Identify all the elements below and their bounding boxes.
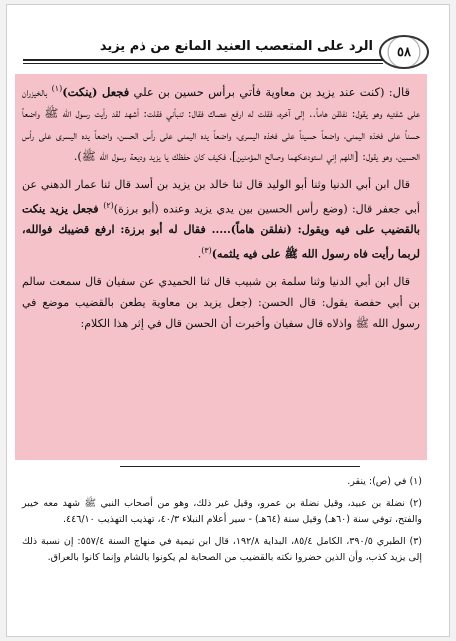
- header-rule-thin: [23, 63, 383, 64]
- paragraph-2-text-a: قال ابن أبي الدنيا وثنا أبو الوليد قال ثنا خالد بن يزيد بن أسد قال ثنا عمار الدهني عن أبي جعفر قال: (وضع رأس الحسين بين يدي يزيد وعنده (أبو برزة): [22, 177, 420, 216]
- footnote-separator: [120, 466, 360, 467]
- page-number: ٥٨: [397, 44, 411, 60]
- main-text: [22, 78, 420, 340]
- paragraph-2: [22, 174, 420, 265]
- footnote-1: (١) في (ص): ينقر.: [347, 476, 422, 487]
- footnote-ref-2: (٢): [103, 200, 114, 210]
- page-header: [23, 35, 435, 65]
- paragraph-1: [22, 78, 420, 168]
- paragraph-3: [22, 271, 420, 334]
- paragraph-2-bold: فجعل يزيد ينكت بالقضيب على فيه ويقول: (نفلقن هاماً)..... فقال له أبو برزة: ارفع قضيبك فوالله، لربما رأيت فاه رسول الله ﷺ على فيه يلثمه): [22, 202, 420, 262]
- footnote-2: (٢) نضلة بن عبيد، وقيل نضلة بن عمرو، وقيل غير ذلك، وهو من أصحاب النبي ﷺ شهد معه خيبر والفتح، توفي سنة (٦٠هـ) وقيل سنة (٦٤هـ) - سير أعلام النبلاء ٤٠/٣، تهذيب التهذيب ٤٤٦/١٠.: [22, 498, 422, 525]
- header-rule: [23, 59, 383, 61]
- footnote-3: (٣) الطبري ٣٩٠/٥، الكامل ٨٥/٤، البداية ١٩٢/٨، قال ابن تيمية في منهاج السنة ٥٥٧/٤: إن نسبة ذلك إلى يزيد كذب، وأن الذين حضروا نكته بالقضيب من الصحابة لم يكونوا بالشام وإنما كانوا بالعراق.: [22, 536, 423, 563]
- paragraph-1-text-b: بالخيزران على شفتيه وهو يقول: نفلقن هاماً.. إلى آخره، فقلت له ارفع عصاك فقال: تنبأني فقلت: أشهد لقد رأيت رسول الله ﷺ واضعاً حسناً على فخذه اليمنى، واضعاً حسيناً على فخذه اليسرى، واضعاً يده اليمنى على رأس الحسن، واضعاً يده اليسرى على رأس الحسين، وهو يقول: [اللهم إني استودعكهما وصالح المؤمنين]، فكيف كان حفظك يا يزيد وديعة رسول الله ﷺ).: [22, 84, 420, 164]
- paragraph-2-text-b: .: [197, 248, 202, 262]
- running-title: الرد على المتعصب العنيد المانع من ذم يزيد: [99, 39, 373, 54]
- footnote-ref-3: (٣): [201, 246, 212, 256]
- paragraph-1-bold: فجعل (ينكت): [62, 84, 130, 99]
- paragraph-3-text: قال ابن أبي الدنيا وثنا سلمة بن شبيب قال ثنا الحميدي عن سفيان قال سمعت سالم بن أبي حفصة يقول: قال الحسن: (جعل يزيد بن معاوية يطعن بالقضيب موضع في رسول الله ﷺ واذلاه قال سفيان وأخبرت أن الحسن قال في إثر هذا الكلام:: [22, 275, 420, 331]
- footnote-ref-1: (١): [51, 84, 63, 93]
- footnotes: [22, 474, 422, 572]
- paragraph-1-text-a: قال: (كنت عند يزيد بن معاوية فأتي برأس حسين بن علي: [129, 84, 410, 99]
- page-number-badge: [379, 35, 429, 69]
